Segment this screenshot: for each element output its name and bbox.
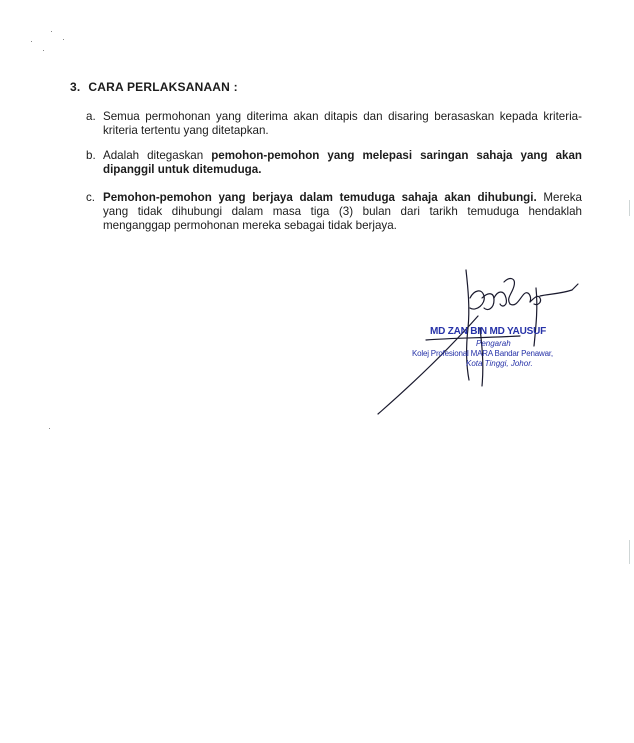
list-item-marker: c. [86,191,96,204]
list-item [86,191,582,233]
signature-block [370,268,600,418]
signatory-title: Pengarah [476,339,511,348]
list-item-text [103,149,582,177]
item-text: Adalah ditegaskan [103,149,212,162]
list-item-text [103,110,582,138]
scan-speck [43,50,44,51]
signatory-organization: Kolej Profesional MARA Bandar Penawar, [412,349,553,358]
item-text: Mereka yang tidak dihubungi dalam masa tiga (3) bulan dari tarikh temuduga hendaklah menganggap permohonan mereka sebagai tidak berjaya. [103,191,582,232]
scan-speck [49,428,50,429]
section-title: CARA PERLAKSANAAN : [88,80,238,94]
section-number: 3. [70,80,81,94]
signatory-name: MD ZAN BIN MD YAUSUF [430,326,547,337]
item-emphasis: pemohon-pemohon yang melepasi saringan sahaja yang akan dipanggil untuk ditemuduga. [103,149,582,176]
item-emphasis: Pemohon-pemohon yang berjaya dalam temuduga sahaja akan dihubungi. [103,191,537,204]
list-item [86,110,582,138]
item-text: Semua permohonan yang diterima akan ditapis dan disaring berasaskan kepada kriteria-kriteria tertentu yang ditetapkan. [103,110,582,137]
list-item-marker: a. [86,110,96,123]
list-item [86,149,582,177]
scan-edge-mark [629,200,630,216]
scan-edge-mark [629,540,630,564]
list-item-text [103,191,582,233]
signatory-location: Kota Tinggi, Johor. [466,359,533,368]
scan-speck [63,39,64,40]
section-heading [70,80,238,94]
scan-speck [51,31,52,32]
list-item-marker: b. [86,149,96,162]
scan-speck [31,41,32,42]
